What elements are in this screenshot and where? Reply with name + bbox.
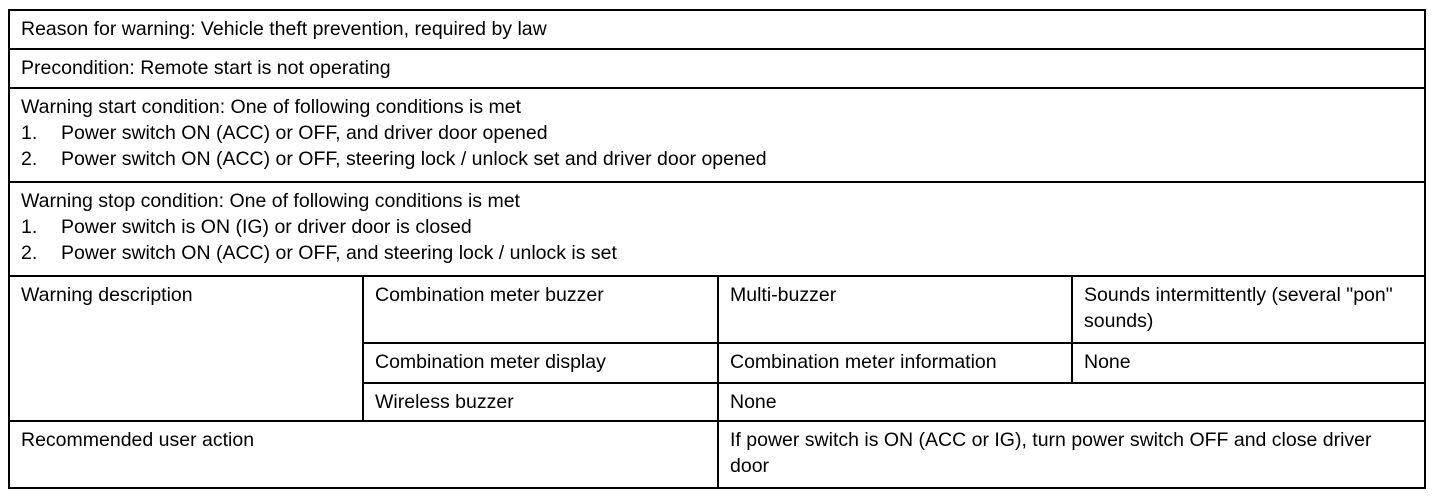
start-condition-list [21, 120, 1414, 172]
list-item-text: Power switch ON (ACC) or OFF, steering lock / unlock set and driver door opened [61, 148, 767, 170]
start-condition-row [9, 88, 1425, 182]
device-value-cell: None [718, 383, 1425, 421]
description-label-cell: Warning description [9, 276, 363, 421]
device-value-cell: None [1072, 343, 1425, 383]
start-condition-cell [9, 88, 1425, 182]
device-cell: Combination meter buzzer [363, 276, 718, 343]
action-row [9, 421, 1425, 488]
list-item-number: 1. [21, 216, 38, 238]
list-item [21, 214, 1414, 240]
stop-condition-list [21, 214, 1414, 266]
device-cell: Combination meter display [363, 343, 718, 383]
warning-spec-document [8, 9, 1426, 489]
list-item-text: Power switch is ON (IG) or driver door is closed [61, 216, 472, 238]
list-item [21, 146, 1414, 172]
device-cell: Wireless buzzer [363, 383, 718, 421]
device-value-cell: Sounds intermittently (several "pon" sounds) [1072, 276, 1425, 343]
precondition-row [9, 49, 1425, 88]
list-item-number: 2. [21, 148, 38, 170]
action-label-cell: Recommended user action [9, 421, 718, 488]
stop-condition-cell [9, 182, 1425, 276]
list-item-text: Power switch ON (ACC) or OFF, and steering lock / unlock is set [61, 242, 617, 264]
warning-spec-table [8, 9, 1426, 489]
stop-condition-row [9, 182, 1425, 276]
list-item-number: 2. [21, 242, 38, 264]
stop-condition-heading: Warning stop condition: One of following conditions is met [21, 190, 520, 212]
list-item-text: Power switch ON (ACC) or OFF, and driver door opened [61, 122, 548, 144]
reason-row [9, 10, 1425, 49]
description-row-buzzer [9, 276, 1425, 343]
device-type-cell: Combination meter information [718, 343, 1072, 383]
list-item [21, 240, 1414, 266]
reason-cell: Reason for warning: Vehicle theft prevention, required by law [9, 10, 1425, 49]
precondition-cell: Precondition: Remote start is not operating [9, 49, 1425, 88]
action-text-cell: If power switch is ON (ACC or IG), turn power switch OFF and close driver door [718, 421, 1425, 488]
list-item-number: 1. [21, 122, 38, 144]
device-type-cell: Multi-buzzer [718, 276, 1072, 343]
start-condition-heading: Warning start condition: One of following conditions is met [21, 96, 522, 118]
list-item [21, 120, 1414, 146]
